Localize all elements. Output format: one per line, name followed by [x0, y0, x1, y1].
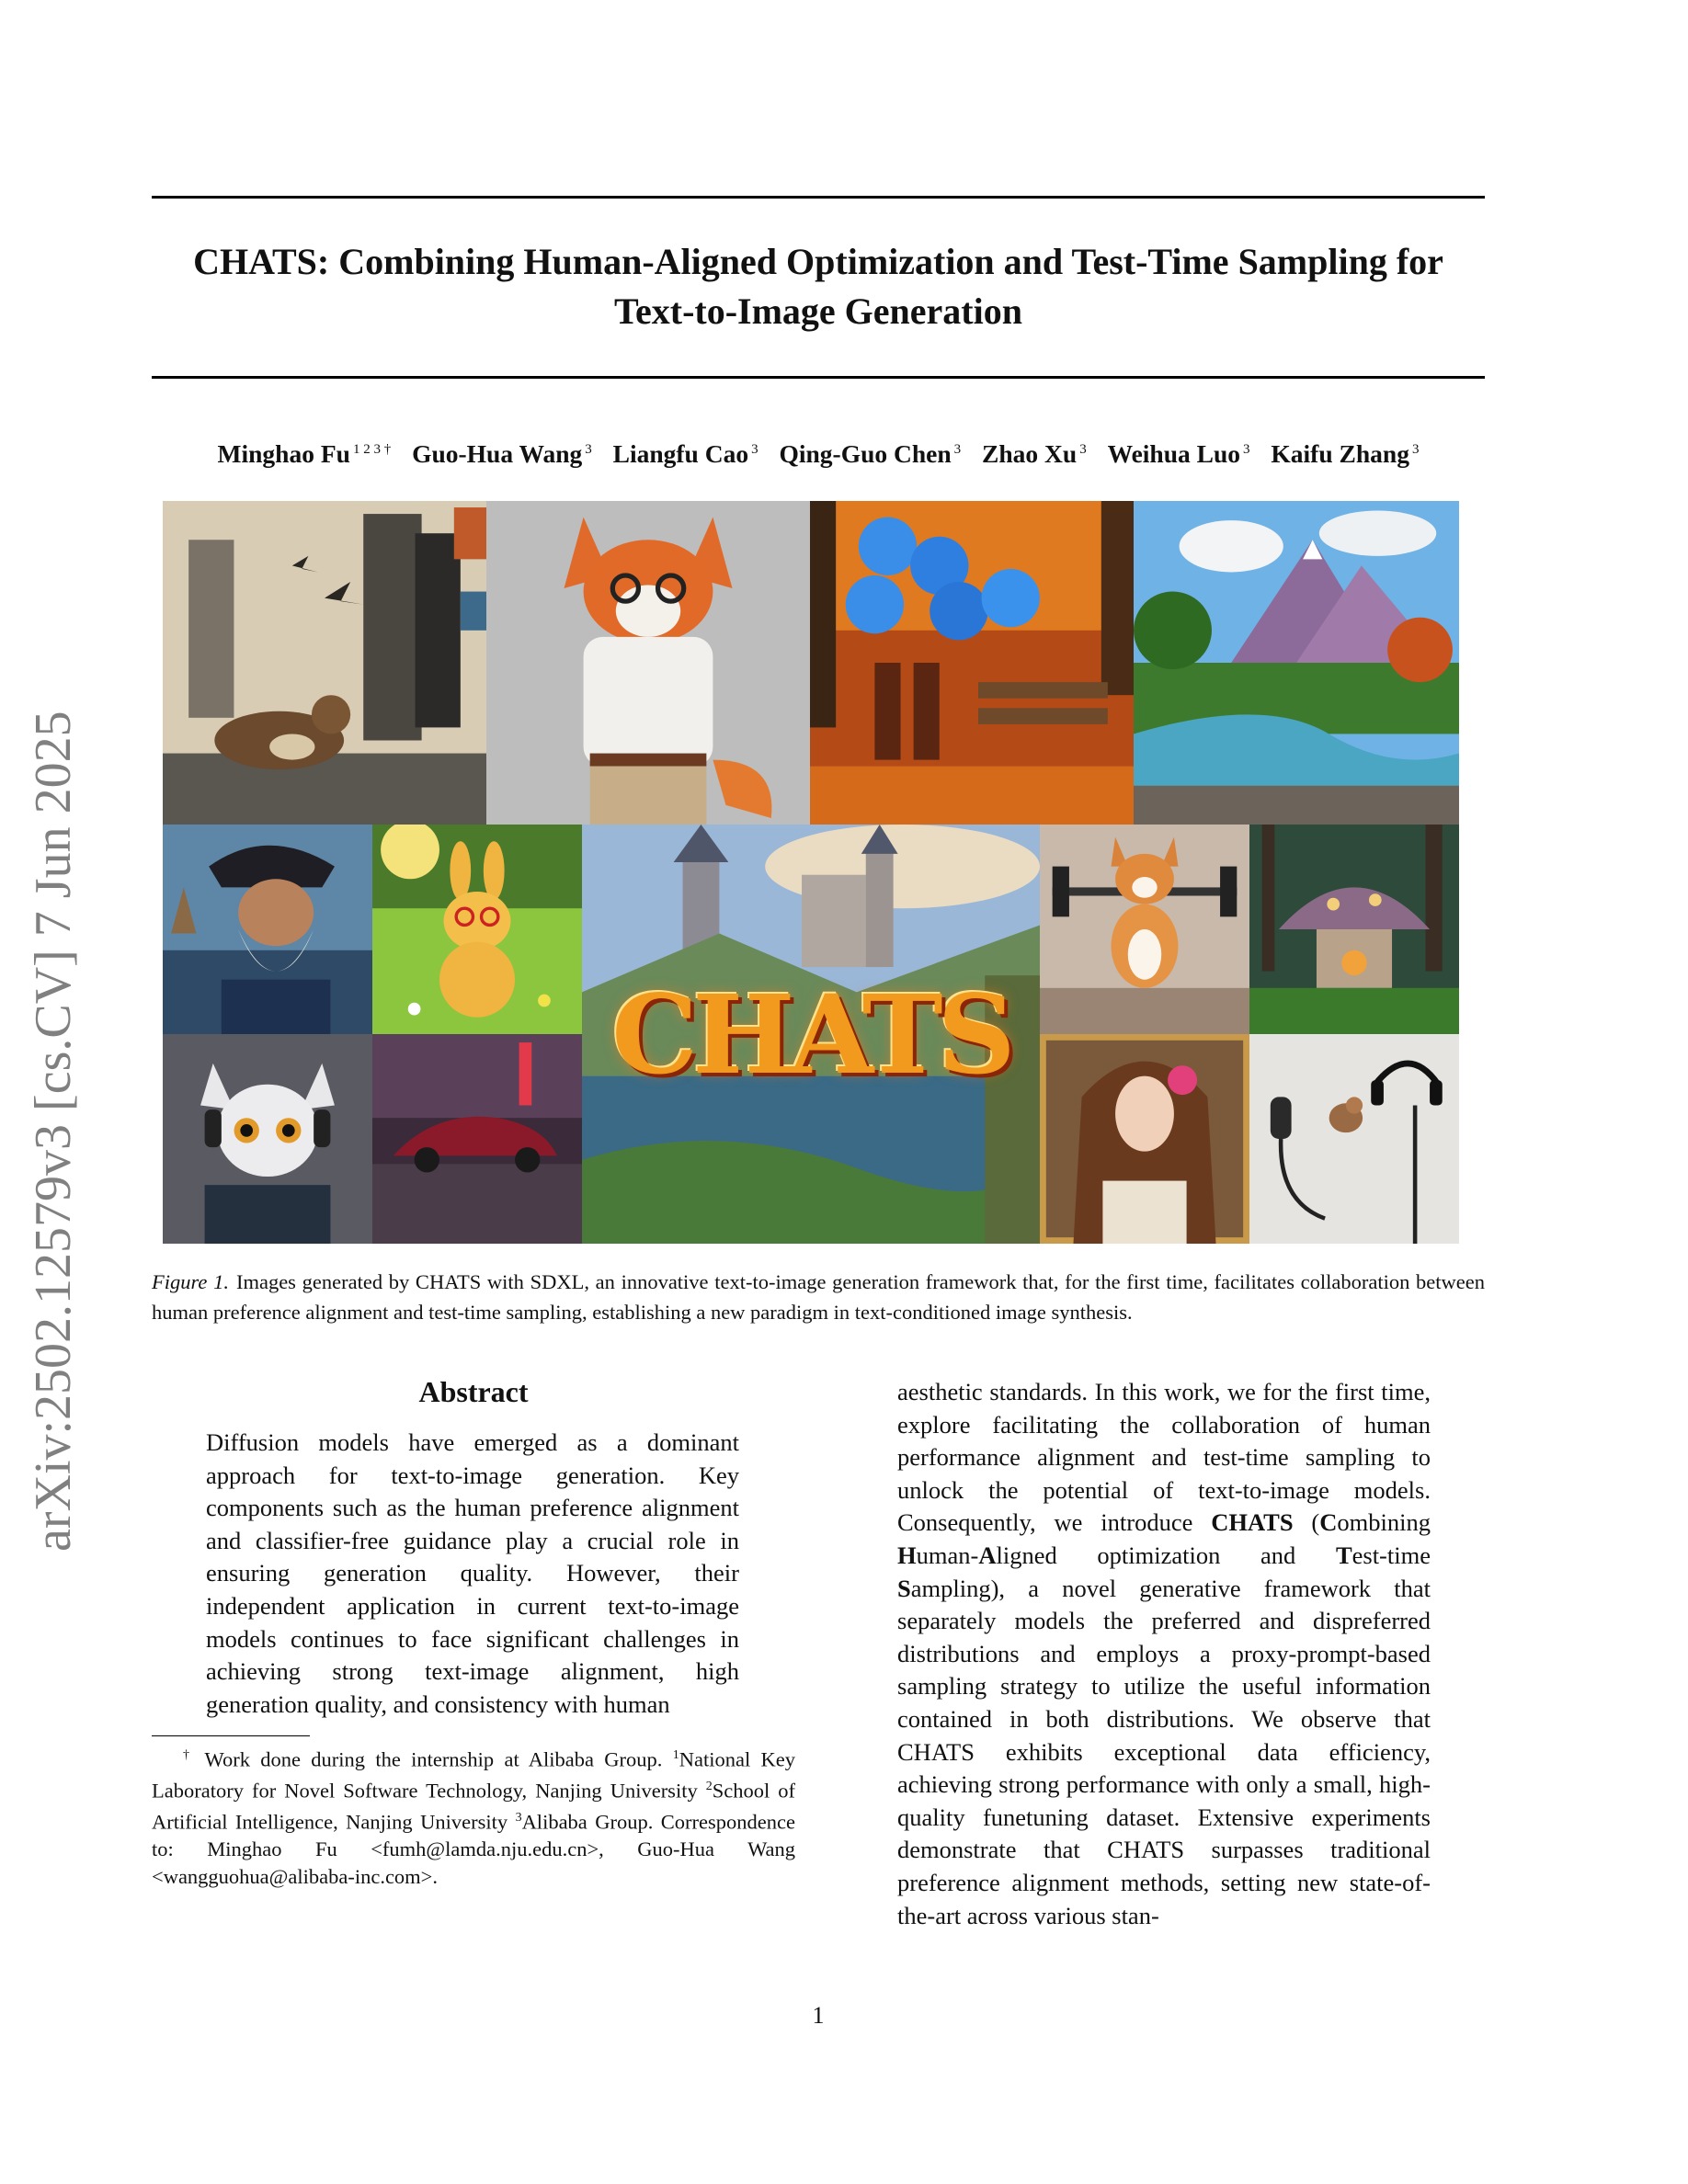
image-corgi-lifting — [1040, 825, 1249, 1034]
image-castle-chats-logo — [582, 825, 1040, 1244]
image-cat-headphones — [163, 1034, 372, 1244]
paper-title: CHATS: Combining Human-Aligned Optimization and Test-Time Sampling for Text-to-Image Generation — [193, 241, 1443, 332]
image-rabbit-glasses — [372, 825, 582, 1034]
arxiv-identifier-stamp: arXiv:2502.12579v3 [cs.CV] 7 Jun 2025 — [25, 711, 82, 1552]
title-bottom-rule — [152, 376, 1485, 379]
chats-bold-name: CHATS — [1211, 1508, 1294, 1537]
image-bird-microphone — [1249, 1034, 1459, 1244]
author-list — [152, 439, 1485, 469]
abstract-left-column: Diffusion models have emerged as a dominant approach for text-to-image generation. Key components such as the human preference alignment and classifier-free guidance play a crucial role in ensuring generation quality. However, their independent application in current text-to-image models continues to face significant challenges in achieving strong text-image alignment, high generation quality, and consistency with human — [206, 1428, 739, 1718]
image-bird-cityscape — [163, 501, 486, 825]
author-6: Weihua Luo $^3$ — [1107, 439, 1250, 468]
author-3: Liangfu Cao $^3$ — [612, 439, 758, 468]
image-art-nouveau-woman — [1040, 1034, 1249, 1244]
chats-logo: CHATS — [611, 970, 1010, 1098]
footnote-divider — [152, 1735, 310, 1736]
figure-label: Figure 1. — [152, 1270, 229, 1293]
author-1: Minghao Fu $^{1 2 3 \dagger}$ — [217, 439, 392, 468]
image-mountain-river — [1134, 501, 1459, 825]
page-number: 1 — [812, 2002, 825, 2029]
image-red-sports-car — [372, 1034, 582, 1244]
author-2: Guo-Hua Wang $^3$ — [412, 439, 592, 468]
image-mushroom-house — [1249, 825, 1459, 1034]
image-fox-with-glasses — [486, 501, 810, 825]
author-5: Zhao Xu $^3$ — [982, 439, 1087, 468]
figure-caption-text: Images generated by CHATS with SDXL, an innovative text-to-image generation framework that, for the first time, facilitates collaboration between human preference alignment and test-time sampling, establishing a new paradigm in text-conditioned image synthesis. — [152, 1270, 1485, 1324]
author-4: Qing-Guo Chen $^3$ — [779, 439, 962, 468]
title-top-rule — [152, 196, 1485, 199]
image-old-pirate — [163, 825, 372, 1034]
image-blue-balloons-boots — [810, 501, 1134, 825]
author-7: Kaifu Zhang $^3$ — [1271, 439, 1420, 468]
figure-1-caption — [152, 1267, 1485, 1327]
figure-1-collage — [163, 501, 1459, 1244]
footnote: † Work done during the internship at Alibaba Group. $^1$National Key Laboratory for Novel Software Technology, Nanjing University $^2$School of Artificial Intelligence, Nanjing University $^3$Alibaba Group. Correspondence to: Minghao Fu <fumh@lamda.nju.edu.cn>, Guo-Hua Wang <wangguohua@alibaba-inc.com>. — [152, 1747, 796, 1888]
abstract-right-column: aesthetic standards. In this work, we for the first time, explore facilitating the collaboration of human performance alignment and test-time sampling to unlock the potential of text-to-image models. Consequently, we introduce CHATS (Combining Human-Aligned optimization and Test-time Sampling), a novel generative framework that separately models the preferred and dispreferred distributions and employs a proxy-prompt-based sampling strategy to utilize the useful information contained in both distributions. We observe that CHATS exhibits exceptional data efficiency, achieving strong performance with only a small, high-quality funetuning dataset. Extensive experiments demonstrate that CHATS surpasses traditional preference alignment methods, setting new state-of-the-art across various stan- — [897, 1378, 1431, 1929]
abstract-heading: Abstract — [418, 1375, 529, 1408]
